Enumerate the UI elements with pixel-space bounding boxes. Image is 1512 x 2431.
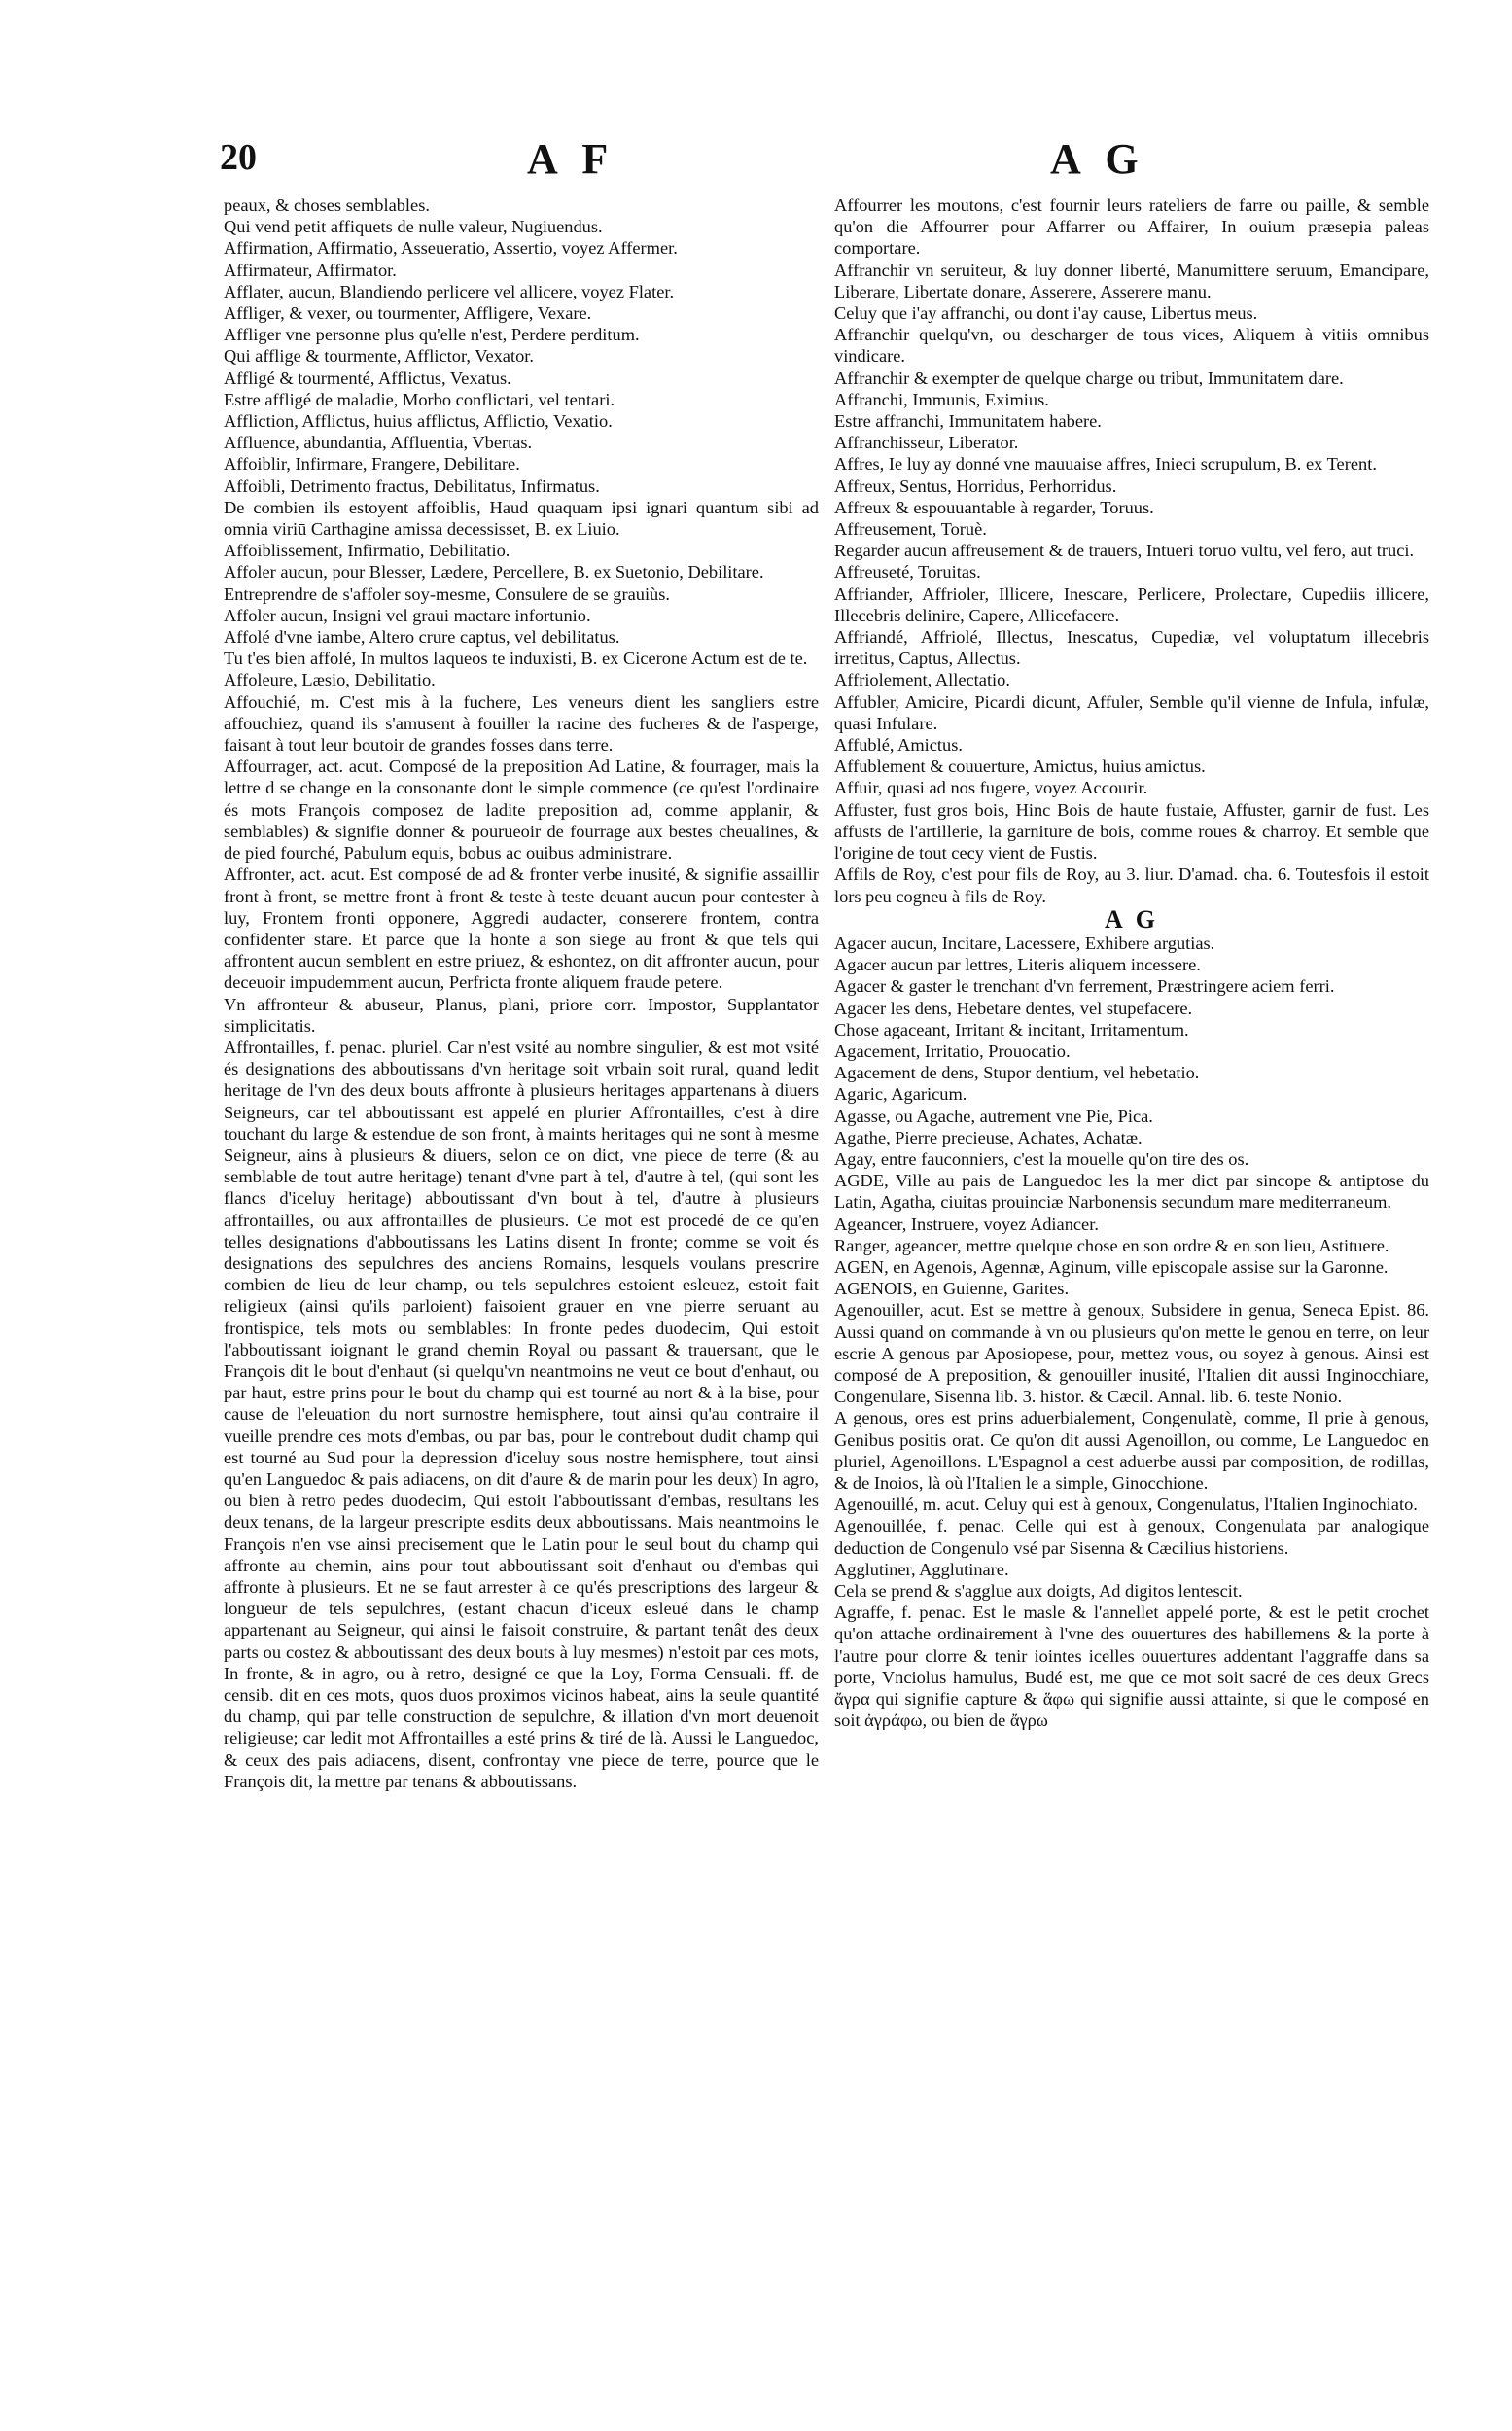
dictionary-entry: AGENOIS, en Guienne, Garites.	[834, 1279, 1070, 1299]
dictionary-entry: Qui afflige & tourmente, Afflictor, Vexator.	[224, 346, 534, 367]
left-column	[224, 194, 819, 1792]
dictionary-entry: Affoleure, Læsio, Debilitatio.	[224, 670, 436, 690]
dictionary-entry: Afflater, aucun, Blandiendo perlicere vel allicere, voyez Flater.	[224, 281, 675, 301]
dictionary-entry: Agathe, Pierre precieuse, Achates, Achatæ.	[834, 1127, 1143, 1147]
dictionary-entry: Affriander, Affrioler, Illicere, Inescare, Perlicere, Prolectare, Cupediis illicere, Illecebris delinire, Capere, Allicefacere.	[834, 583, 1429, 625]
dictionary-entry: Affouchié, m. C'est mis à la fuchere, Les veneurs dient les sangliers estre affouchiez, quand ils s'amusent à fouiller la racine des fucheres & de l'asperge, faisant à tout leur boutoir de grandes fosses dans terre.	[224, 691, 819, 756]
dictionary-entry: Affirmateur, Affirmator.	[224, 260, 397, 280]
dictionary-entry: AGDE, Ville au pais de Languedoc les la mer dict par sincope & antiptose du Latin, Agatha, ciuitas prouinciæ Narbonensis secundum mare mediterraneum.	[834, 1171, 1429, 1213]
dictionary-entry: Affublé, Amictus.	[834, 735, 963, 756]
dictionary-entry: Affliction, Afflictus, huius afflictus, Afflictio, Vexatio.	[224, 411, 613, 432]
dictionary-entry: Ageancer, Instruere, voyez Adiancer.	[834, 1214, 1099, 1234]
dictionary-entry: Affublement & couuerture, Amictus, huius amictus.	[834, 757, 1206, 777]
dictionary-entry: Affriandé, Affriolé, Illectus, Inescatus, Cupediæ, vel voluptatum illecebris irretitus, Captus, Allectus.	[834, 627, 1429, 669]
dictionary-entry: A genous, ores est prins aduerbialement, Congenulatè, comme, Il prie à genous, Genibus positis orat. Ce qu'on dit aussi Agenoillon, ou comme, Le Languedoc en pluriel, Agenoillons. L'Espagnol a cest aduerbe aussi par composition, de rodillas, & de Inoios, là où l'Italien le a simple, Ginocchione.	[834, 1408, 1429, 1493]
dictionary-entry: Agacer & gaster le trenchant d'vn ferrement, Præstringere aciem ferri.	[834, 976, 1335, 997]
dictionary-entry: Agacement de dens, Stupor dentium, vel hebetatio.	[834, 1063, 1200, 1083]
dictionary-entry: Affubler, Amicire, Picardi dicunt, Affuler, Semble qu'il vienne de Infula, infulæ, quasi Infulare.	[834, 691, 1429, 733]
dictionary-entry: Affirmation, Affirmatio, Asseueratio, Assertio, voyez Affermer.	[224, 238, 678, 259]
dictionary-entry: Agenouiller, acut. Est se mettre à genoux, Subsidere in genua, Seneca Epist. 86. Aussi quand on commande à vn ou plusieurs qu'on mette le genou en terre, on leur escrie A genous par Aposiopese, pour, mettez vous, ou soyez à genous. Ainsi est composé de A preposition, & genouiller inusité, l'Italien dit aussi Inginocchiare, Congenulare, Sisenna lib. 3. histor. & Cæcil. Annal. lib. 6. teste Nonio.	[834, 1300, 1429, 1407]
dictionary-entry: Agenouillé, m. acut. Celuy qui est à genoux, Congenulatus, l'Italien Inginochiato.	[834, 1495, 1418, 1515]
dictionary-entry: Affranchisseur, Liberator.	[834, 433, 1019, 453]
dictionary-entry: Affligé & tourmenté, Afflictus, Vexatus.	[224, 368, 511, 388]
dictionary-entry: De combien ils estoyent affoiblis, Haud quaquam ipsi ignari quantum sibi ad omnia viriū Carthagine amissa decessisset, B. ex Liuio.	[224, 497, 819, 540]
dictionary-entry: Affranchi, Immunis, Eximius.	[834, 389, 1049, 409]
dictionary-entry: Affreuseté, Toruitas.	[834, 562, 981, 582]
dictionary-entry: Affoler aucun, pour Blesser, Lædere, Percellere, B. ex Suetonio, Debilitare.	[224, 562, 764, 582]
dictionary-entry: Agacement, Irritatio, Prouocatio.	[834, 1040, 1071, 1061]
dictionary-entry: peaux, & choses semblables.	[224, 195, 430, 215]
dictionary-entry: Agacer aucun par lettres, Literis aliquem incessere.	[834, 955, 1201, 975]
dictionary-entry: Affluence, abundantia, Affluentia, Vbertas.	[224, 433, 533, 453]
dictionary-entry: Affrontailles, f. penac. pluriel. Car n'est vsité au nombre singulier, & est mot vsité és designations des abboutissans d'vn heritage soit vrbain soit rural, quand ledit heritage de l'vn des deux bouts affronte à plusieurs heritages appartenans à diuers Seigneurs, car tel abboutissant est appelé en plurier Affrontailles, c'est à dire touchant du large & estendue de son front, à maints heritages qui ne sont à mesme Seigneur, ains à plusieurs & diuers, selon ce on dict, vne piece de terre (& au semblable de tout autre heritage) tenant d'vne part à tel, d'autre à tel, (qui sont les flancs d'iceluy heritage) abboutissant d'vn bout à tel, d'autre à plusieurs affrontailles, ou aux affrontailles de plusieurs. Ce mot est procedé de ce qu'en telles designations d'abboutissans les Latins disent In fronte; comme se voit és designations des sepulchres des anciens Romains, lesquels voulans prescrire combien de lieu de leur champ, ou tels sepulchres estoient esleuez, estoit fait religieux (ainsi qu'ils parloient) faisoient grauer en vne pierre seruant au frontispice, tels mots ou semblables: In fronte pedes duodecim, Qui estoit l'abboutissant ioignant le grand chemin Royal ou passant & trauersant, que le François dit le bout d'enhaut (si quelqu'vn neantmoins ne veut ce bout d'enhaut, ou par haut, estre prins pour le bout du champ qui est tourné au nort & à la bise, pour cause de l'eleuation du nort surnostre hemisphere, tout ainsi qu'au contraire il vueille prendre ces mots d'embas, ou par bas, pour le contrebout dudit champ qui est tourné au Sud pour la depression d'iceluy sous nostre hemisphere, tout ainsi qu'en Languedoc & pais adiacens, on dit d'aure & de marin pour les deux) In agro, ou bien à retro pedes duodecim, Qui estoit l'abboutissant d'embas, resultans les deux tenans, de la largeur prescripte esdits deux abboutissans. Mais neantmoins le François n'en vse ainsi precisement que le Latin pour le seul bout du champ qui affronte au chemin, ains pour tout abboutissant soit d'enhaut ou d'embas qui affronte à plusieurs. Et ne se faut arrester à ce qu'és prescriptions des largeur & longueur de tels sepulchres, (estant chacun d'iceux esleué dans le champ appartenant au Seigneur, qui ainsi le faisoit construire, & partant tenât des deux parts ou costez & abboutissant des deux bouts à luy mesmes) n'estoit par ces mots, In fronte, & in agro, ou à retro, designé ce que la Loy, Forma Censuali. ff. de censib. dit en ces mots, quos duos proximos vicinos habeat, ains la seule quantité du champ, qui par telle construction de sepulchre, & illation d'vn mort deuenoit religieuse; car ledit mot Affrontailles a esté prins & tiré de là. Aussi le Languedoc, & ceux des pais adiacens, disent, confrontay vne piece de terre, pource que le François dit, la mettre par tenans & abboutissans.	[224, 1037, 819, 1791]
dictionary-entry: Tu t'es bien affolé, In multos laqueos te induxisti, B. ex Cicerone Actum est de te.	[224, 649, 808, 669]
dictionary-entry: Ranger, ageancer, mettre quelque chose en son ordre & en son lieu, Astituere.	[834, 1235, 1389, 1255]
dictionary-entry: Chose agaceant, Irritant & incitant, Irritamentum.	[834, 1019, 1189, 1039]
dictionary-entry: Vn affronteur & abuseur, Planus, plani, priore corr. Impostor, Supplantator simplicitatis.	[224, 994, 819, 1036]
dictionary-entry: Agaric, Agaricum.	[834, 1084, 967, 1105]
dictionary-entry: Affranchir & exempter de quelque charge ou tribut, Immunitatem dare.	[834, 368, 1344, 388]
dictionary-entry: AGEN, en Agenois, Agennæ, Aginum, ville episcopale assise sur la Garonne.	[834, 1256, 1389, 1277]
dictionary-entry: Agraffe, f. penac. Est le masle & l'annellet appelé porte, & est le petit crochet qu'on attache ordinairement à l'vne des ouuertures des habillemens & la porte à l'autre pour clorre & tenir iointes icelles ouuertures addentant l'aggraffe dans sa porte, Vnciolus hamulus, Budé est, me que ce mot soit sacré de ces deux Grecs ἄγρα qui signifie capture & ἅφω qui signifie aussi attainte, si que le composé en soit ἀγράφω, ou bien de ἄγρω	[834, 1603, 1429, 1731]
section-heading: A G	[1104, 904, 1160, 934]
dictionary-entry: Affranchir vn seruiteur, & luy donner liberté, Manumittere seruum, Emancipare, Liberare, Libertate donare, Asserere, Asserere manu.	[834, 260, 1429, 301]
dictionary-entry: Affuir, quasi ad nos fugere, voyez Accourir.	[834, 778, 1148, 798]
page-number: 20	[220, 137, 257, 178]
dictionary-entry: Agay, entre fauconniers, c'est la mouelle qu'on tire des os.	[834, 1148, 1249, 1169]
running-head-left: A F	[527, 135, 616, 183]
dictionary-entry: Agenouillée, f. penac. Celle qui est à genoux, Congenulata par analogique deduction de Congenulo vsé par Sisenna & Cæcilius historiens.	[834, 1516, 1429, 1558]
dictionary-entry: Affranchir quelqu'vn, ou descharger de tous vices, Aliquem à vitiis omnibus vindicare.	[834, 325, 1429, 367]
right-column	[834, 194, 1429, 1731]
dictionary-entry: Affils de Roy, c'est pour fils de Roy, au 3. liur. D'amad. cha. 6. Toutesfois il estoit lors peu cogneu à fils de Roy.	[834, 864, 1429, 906]
dictionary-entry: Estre affligé de maladie, Morbo conflictari, vel tentari.	[224, 389, 615, 409]
dictionary-entry: Affoiblir, Infirmare, Frangere, Debilitare.	[224, 454, 520, 475]
dictionary-entry: Regarder aucun affreusement & de trauers, Intueri toruo vultu, vel fero, aut truci.	[834, 541, 1415, 561]
dictionary-entry: Affoiblissement, Infirmatio, Debilitatio.	[224, 541, 510, 561]
dictionary-entry: Affourrager, act. acut. Composé de la preposition Ad Latine, & fourrager, mais la lettre d se change en la consonante dont le simple commence (ce qu'est l'ordinaire és mots François composez de ladite preposition ad, comme applanir, & semblables) & signifie donner & pourueoir de fourrage aux bestes cheualines, & de pied fourché, Pabulum equis, bobus ac ouibus administrare.	[224, 757, 819, 863]
dictionary-entry: Affliger, & vexer, ou tourmenter, Affligere, Vexare.	[224, 303, 592, 324]
dictionary-entry: Affoibli, Detrimento fractus, Debilitatus, Infirmatus.	[224, 476, 600, 496]
dictionary-entry: Estre affranchi, Immunitatem habere.	[834, 411, 1102, 432]
dictionary-entry: Affolé d'vne iambe, Altero crure captus, vel debilitatus.	[224, 627, 620, 648]
dictionary-entry: Agacer les dens, Hebetare dentes, vel stupefacere.	[834, 998, 1193, 1018]
dictionary-entry: Qui vend petit affiquets de nulle valeur, Nugiuendus.	[224, 217, 603, 237]
dictionary-entry: Agglutiner, Agglutinare.	[834, 1559, 1009, 1579]
dictionary-entry: Affreux & espouuantable à regarder, Toruus.	[834, 497, 1154, 517]
dictionary-entry: Cela se prend & s'agglue aux doigts, Ad digitos lentescit.	[834, 1581, 1243, 1601]
dictionary-entry: Affuster, fust gros bois, Hinc Bois de haute fustaie, Affuster, garnir de fust. Les affusts de l'artillerie, la garniture de bois, comme roues & charroy. Et semble que l'origine de tout cecy vient de Fustis.	[834, 799, 1429, 863]
dictionary-entry: Agasse, ou Agache, autrement vne Pie, Pica.	[834, 1106, 1153, 1126]
dictionary-entry: Affoler aucun, Insigni vel graui mactare infortunio.	[224, 605, 591, 625]
dictionary-entry: Entreprendre de s'affoler soy-mesme, Consulere de se grauiùs.	[224, 583, 671, 604]
dictionary-entry: Affronter, act. acut. Est composé de ad & fronter verbe inusité, & signifie assaillir front à front, se mettre front à front & teste à teste deuant aucun pour contester à luy, Frontem fronti opponere, Aggredi audacter, conserere frontem, contra confidenter stare. Et parce que la honte a son siege au front & que tels qui affrontent aucun semblent en estre priuez, & eshontez, on dit affronter aucun, pour deceuoir impudemment aucun, Perfricta fronte aliquem fraude petere.	[224, 864, 819, 993]
dictionary-entry: Celuy que i'ay affranchi, ou dont i'ay cause, Libertus meus.	[834, 303, 1258, 324]
dictionary-entry: Affourrer les moutons, c'est fournir leurs rateliers de farre ou paille, & semble qu'on die Affourrer pour Affarrer ou Affairer, In ouium præsepia paleas comportare.	[834, 195, 1429, 259]
running-head-right: A G	[1050, 135, 1146, 183]
dictionary-entry: Affreusement, Toruè.	[834, 519, 987, 540]
dictionary-entry: Affliger vne personne plus qu'elle n'est, Perdere perditum.	[224, 325, 640, 345]
dictionary-entry: Affres, Ie luy ay donné vne mauuaise affres, Inieci scrupulum, B. ex Terent.	[834, 454, 1377, 475]
dictionary-entry: Affriolement, Allectatio.	[834, 670, 1010, 690]
dictionary-entry: Agacer aucun, Incitare, Lacessere, Exhibere argutias.	[834, 933, 1215, 953]
dictionary-entry: Affreux, Sentus, Horridus, Perhorridus.	[834, 476, 1117, 496]
